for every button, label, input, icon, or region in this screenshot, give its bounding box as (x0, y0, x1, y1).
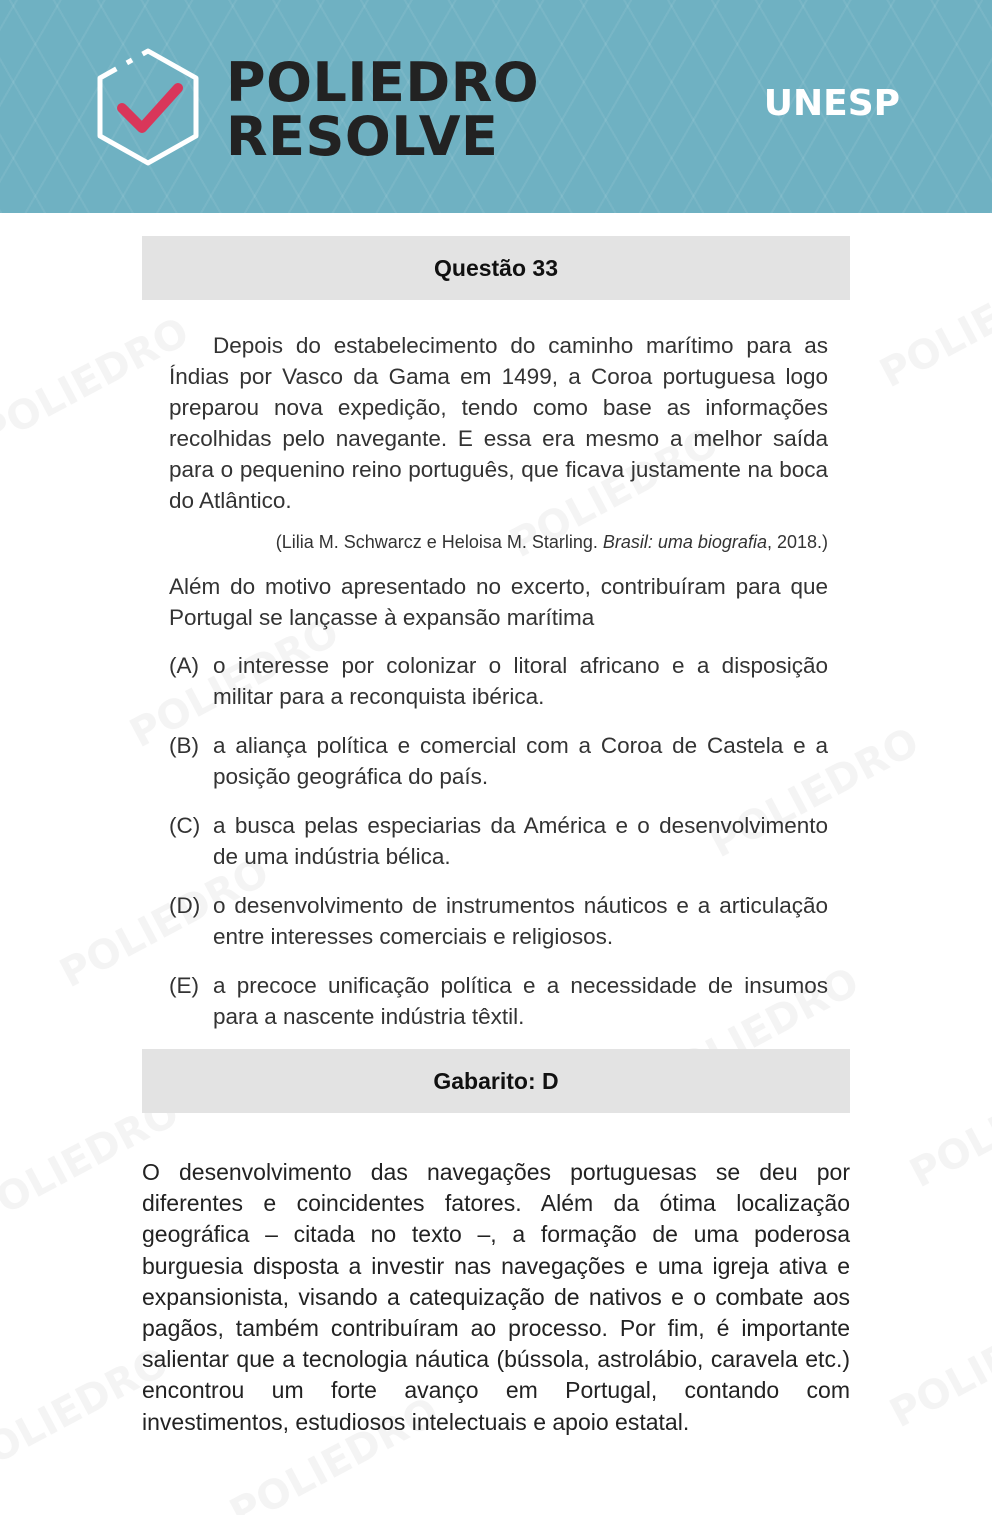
watermark (0, 309, 196, 457)
option-letter: (B) (169, 733, 199, 758)
option-a (169, 650, 828, 712)
option-text: a precoce unificação política e a necessidade de insumos para a nascente indústria têxtil. (213, 973, 828, 1029)
option-text: o interesse por colonizar o litoral africano e a disposição militar para a reconquista ibérica. (213, 653, 828, 709)
option-e (169, 970, 828, 1032)
option-c (169, 810, 828, 872)
option-text: o desenvolvimento de instrumentos náuticos e a articulação entre interesses comerciais e religiosos. (213, 893, 828, 949)
option-d (169, 890, 828, 952)
watermark (873, 249, 992, 397)
watermark (903, 1049, 992, 1197)
option-letter: (A) (169, 653, 199, 678)
brand-line-1: POLIEDRO (226, 51, 540, 114)
option-b (169, 730, 828, 792)
citation-year: , 2018.) (766, 532, 828, 552)
citation-authors: (Lilia M. Schwarcz e Heloisa M. Starling. (275, 532, 603, 552)
brand-line-2: RESOLVE (226, 105, 499, 168)
option-text: a aliança política e comercial com a Coroa de Castela e a posição geográfica do país. (213, 733, 828, 789)
question-prompt: Além do motivo apresentado no excerto, contribuíram para que Portugal se lançasse à expansão marítima (169, 574, 828, 630)
checkmark-badge-icon (92, 46, 204, 168)
option-letter: (E) (169, 973, 199, 998)
answer-key: Gabarito: D (142, 1049, 850, 1113)
brand-logo-text (226, 51, 540, 168)
question-heading: Questão 33 (142, 236, 850, 300)
explanation-text: O desenvolvimento das navegações portuguesas se deu por diferentes e coincidentes fatores. Além da ótima localização geográfica – citada no texto –, a formação de uma poderosa burguesia disposta a investir nas navegações e uma igreja ativa e expansionista, visando a catequização de nativos e o combate aos pagãos, também contribuíram ao processo. Por fim, é importante salientar que a tecnologia náutica (bússola, astrolábio, caravela etc.) encontrou um forte avanço em Portugal, contando com investimentos, estudiosos intelectuais e apoio estatal. (142, 1159, 850, 1435)
citation (169, 529, 828, 555)
option-letter: (C) (169, 813, 201, 838)
page-header (0, 0, 992, 213)
option-text: a busca pelas especiarias da América e o desenvolvimento de uma indústria bélica. (213, 813, 828, 869)
excerpt-text: Depois do estabelecimento do caminho marítimo para as Índias por Vasco da Gama em 1499, a Coroa portuguesa logo preparou nova expedição, tendo como base as informações recolhidas pelo navegante. E essa era mesmo a melhor saída para o pequenino reino português, que ficava justamente na boca do Atlântico. (169, 333, 828, 513)
exam-name: UNESP (763, 83, 900, 124)
option-letter: (D) (169, 893, 201, 918)
watermark (883, 1289, 992, 1437)
citation-work: Brasil: uma biografia (602, 532, 767, 552)
